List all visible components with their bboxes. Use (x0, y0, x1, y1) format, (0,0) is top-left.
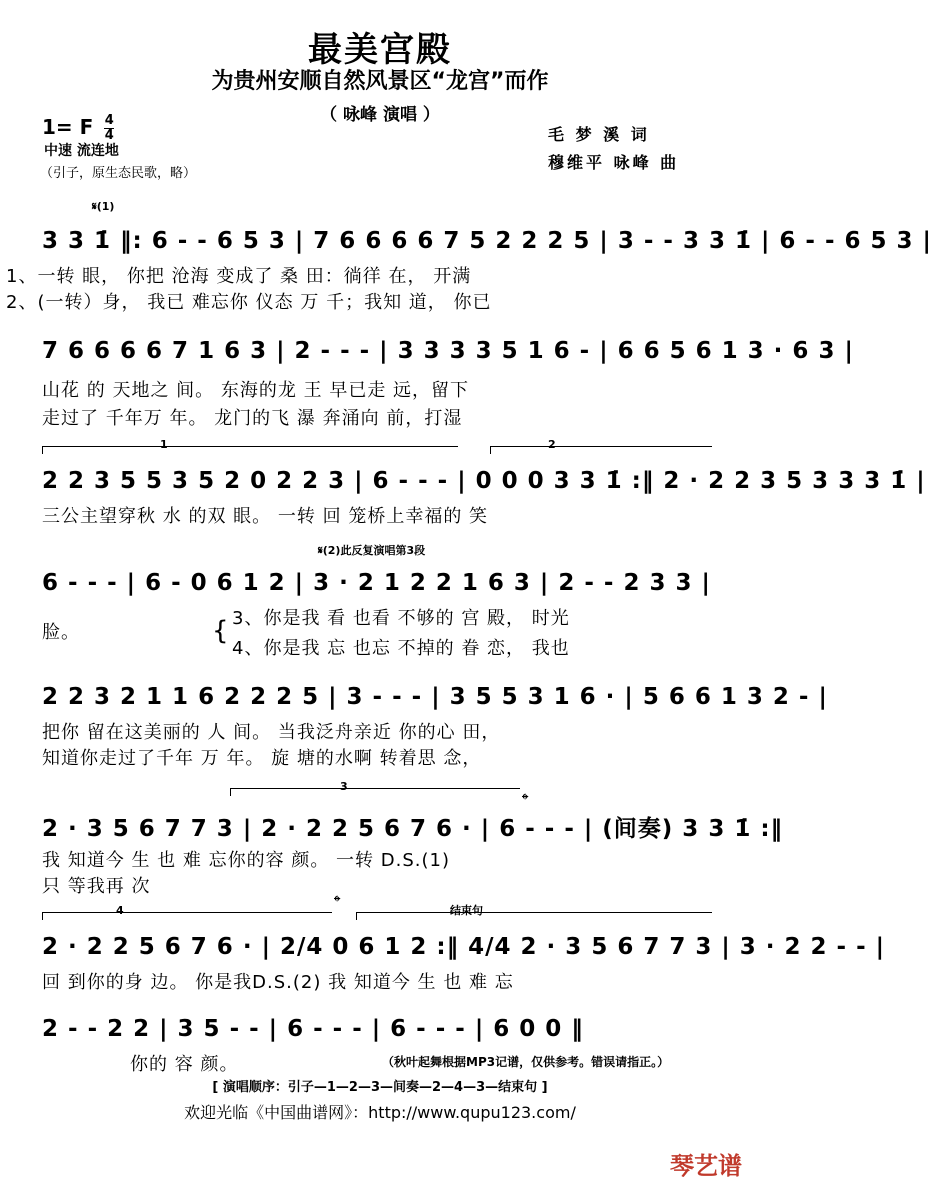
time-sig-top: 4 (104, 113, 114, 128)
song-subtitle: 为贵州安顺自然风景区“龙宫”而作 (211, 69, 549, 94)
lyrics-line-4b: 4、你是我 忘 也忘 不掉的 眷 恋， 我也 (232, 638, 570, 659)
coda-sign-2: 𝄌 (334, 892, 341, 913)
time-sig-bottom: 4 (104, 128, 114, 143)
lyrics-line-1b: 2、(一转）身， 我已 难忘你 仪态 万 千；我知 道， 你已 (6, 292, 492, 313)
volta-2: 2 (548, 438, 556, 451)
segno-mark-1: 𝄋(1) (92, 200, 115, 213)
ending-label: 结束句 (450, 904, 483, 917)
welcome-link[interactable]: 欢迎光临《中国曲谱网》：http://www.qupu123.com/ (184, 1103, 576, 1122)
notation-line-5: 2 2 3 2 1 1 6 2 2 2 5 | 3 - - - | 3 5 5 3 1 6 · | 5 6 6 1 3 2 - | (42, 684, 828, 710)
notation-line-6: 2 · 3 5 6 7 7 3 | 2 · 2 2 5 6 7 6 · | 6 - - - | (间奏) 3 3 1̇ :‖ (42, 816, 784, 842)
lyrics-line-4a: 3、你是我 看 也看 不够的 宫 殿， 时光 (232, 608, 570, 629)
song-title: 最美宫殿 (308, 30, 452, 70)
lyrics-line-2a: 山花 的 天地之 间。 东海的龙 王 早已走 远，留下 (42, 380, 470, 401)
lyrics-line-4-prefix: 脸。 (42, 622, 80, 643)
key-text: 1= F (42, 115, 94, 139)
time-signature (104, 114, 114, 143)
segno-mark-2: 𝄋(2)此反复演唱第3段 (318, 544, 426, 557)
performance-order: [ 演唱顺序：引子—1—2—3—间奏—2—4—3—结束句 ] (212, 1080, 548, 1095)
lyrics-line-8: 你的 容 颜。 (130, 1054, 239, 1075)
composer-credit: 穆维平 咏峰 曲 (548, 153, 680, 172)
notation-line-8: 2 - - 2 2 | 3 5 - - | 6 - - - | 6 - - - | 6 0 0 ‖ (42, 1016, 584, 1042)
transcription-note: （秋叶起舞根据MP3记谱，仅供参考。错误请指正。） (382, 1055, 670, 1069)
site-logo: 琴艺谱 (670, 1152, 742, 1180)
lyrics-line-6b: 只 等我再 次 (42, 876, 151, 897)
lyrics-line-5b: 知道你走过了千年 万 年。 旋 塘的水啊 转着思 念， (42, 748, 482, 769)
volta-3: 3 (340, 780, 348, 793)
notation-line-1: 3 3 1̇ ‖: 6 - - 6 5 3 | 7 6 6 6 6 7 5 2 2 2 5 | 3 - - 3 3 1̇ | 6 - - 6 5 3 | (42, 228, 932, 254)
lyrics-line-1a: 1、一转 眼， 你把 沧海 变成了 桑 田：徜徉 在， 开满 (6, 266, 472, 287)
lyrics-line-7: 回 到你的身 边。 你是我D.S.(2) 我 知道今 生 也 难 忘 (42, 972, 514, 993)
intro-note: （引子，原生态民歌，略） (40, 166, 197, 181)
lyrics-line-3: 三公主望穿秋 水 的双 眼。 一转 回 笼桥上幸福的 笑 (42, 506, 489, 527)
tempo-marking: 中速 流连地 (44, 143, 119, 159)
volta-1: 1 (160, 438, 168, 451)
brace: { (212, 616, 230, 646)
singer-line: （ 咏峰 演唱 ） (320, 105, 440, 125)
key-signature (42, 114, 114, 143)
notation-line-7: 2 · 2 2 5 6 7 6 · | 2/4 0 6 1 2 :‖ 4/4 2 · 3 5 6 7 7 3 | 3 · 2 2 - - | (42, 934, 886, 960)
volta-4: 4 (116, 904, 124, 917)
lyricist-credit: 毛 梦 溪 词 (548, 125, 650, 144)
lyrics-line-5a: 把你 留在这美丽的 人 间。 当我泛舟亲近 你的心 田， (42, 722, 501, 743)
notation-line-3: 2 2 3 5 5 3 5 2 0 2 2 3 | 6 - - - | 0 0 0 3 3 1̇ :‖ 2 · 2 2 3 5 3 3 3 1̇ | (42, 468, 926, 494)
lyrics-line-6a: 我 知道今 生 也 难 忘你的容 颜。 一转 D.S.(1) (42, 850, 450, 871)
lyrics-line-2b: 走过了 千年万 年。 龙门的飞 瀑 奔涌向 前，打湿 (42, 408, 463, 429)
notation-line-4: 6 - - - | 6 - 0 6 1 2 | 3 · 2 1 2 2 1 6 3 | 2 - - 2 3 3 | (42, 570, 711, 596)
coda-sign-1: 𝄌 (522, 790, 529, 811)
notation-line-2: 7 6 6 6 6 7 1 6 3 | 2 - - - | 3 3 3 3 5 1 6 - | 6 6 5 6 1 3 · 6 3 | (42, 338, 854, 364)
